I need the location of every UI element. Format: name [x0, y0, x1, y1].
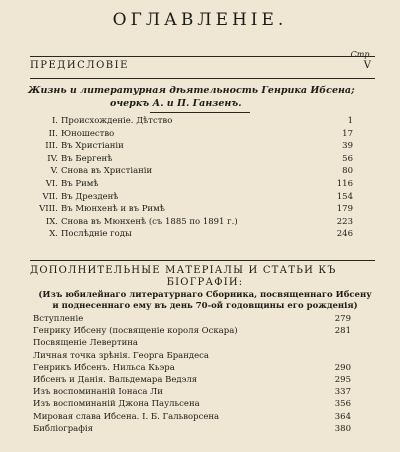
toc-item — [28, 140, 353, 152]
toc-item — [28, 153, 353, 165]
toc-item — [33, 374, 351, 386]
toc-item-number: III. — [45, 141, 58, 152]
toc-item-number: I. — [51, 116, 58, 126]
toc-item-page: 179 — [336, 204, 353, 215]
page-title: ОГЛАВЛЕНІЕ. — [112, 10, 288, 30]
toc-item-page: 356 — [334, 399, 351, 410]
rule-section1 — [150, 112, 250, 113]
toc-item-page: 290 — [334, 362, 351, 373]
rule-preface — [30, 78, 375, 79]
toc-item — [28, 203, 353, 215]
toc-item-page: 281 — [334, 326, 351, 337]
toc-item-page: 295 — [334, 375, 351, 385]
section2-subtitle-line1: (Изъ юбилейнаго литературнаго Сборника, посвященнаго Ибсену — [38, 290, 372, 300]
toc-item — [33, 337, 351, 349]
rule-top — [30, 56, 375, 57]
toc-item-title: Генрику Ибсену (посвященіе короля Оскара) — [33, 326, 238, 337]
toc-item-number: VII. — [42, 191, 58, 202]
toc-item-page: 56 — [342, 153, 353, 164]
toc-item-page: 116 — [336, 179, 353, 189]
toc-item-title: Изъ воспоминаній Джона Паульсена — [33, 399, 200, 410]
toc-item-page: 154 — [336, 191, 353, 202]
toc-item-number: V. — [50, 166, 58, 177]
preface-label: ПРЕДИСЛОВІЕ — [30, 60, 129, 71]
toc-item-title: Библіографія — [33, 423, 93, 434]
toc-item-number: IV. — [47, 153, 58, 164]
toc-item-title: Вступленіе — [33, 314, 84, 324]
toc-item — [33, 313, 351, 325]
toc-item-number: VIII. — [39, 204, 58, 215]
toc-item — [28, 191, 353, 203]
toc-item-number: IX. — [45, 216, 58, 227]
section2-subtitle — [30, 290, 380, 311]
toc-item-title: Личная точка зрѣнія. Георга Брандеса — [33, 350, 210, 361]
toc-item — [33, 423, 351, 435]
toc-item-number: VI. — [45, 179, 58, 189]
toc-item-number: II. — [48, 128, 58, 139]
toc-item-title: Въ Бергенѣ — [61, 153, 113, 164]
section2-title — [30, 265, 380, 289]
section1-title: Жизнь и литературная дѣятельность Генрика Ибсена; — [28, 85, 355, 96]
toc-item-page: 1 — [347, 116, 353, 126]
preface-page: V — [363, 60, 371, 71]
toc-item — [28, 115, 353, 127]
toc-item-title: Въ Христіаніи — [61, 141, 124, 152]
toc-item-page: 337 — [334, 387, 351, 398]
toc-item-title: Въ Дрезденѣ — [61, 191, 119, 202]
toc-item-title: Посвященіе Левертина — [33, 338, 138, 349]
section2-title-line1: ДОПОЛНИТЕЛЬНЫЕ МАТЕРІАЛЫ И СТАТЬИ КЪ — [30, 265, 337, 276]
section2-title-line2: БІОГРАФІИ: — [166, 277, 244, 288]
toc-item-title: Снова въ Мюнхенѣ (съ 1885 по 1891 г.) — [61, 216, 238, 227]
section1-subtitle: очеркъ А. и П. Ганзенъ. — [110, 98, 242, 109]
toc-item-title: Въ Мюнхенѣ и въ Римѣ — [61, 204, 165, 215]
toc-item-page: 223 — [336, 216, 353, 227]
toc-item-number: X. — [49, 229, 58, 240]
toc-item-title: Юношество — [61, 128, 115, 139]
toc-item — [33, 350, 351, 362]
toc-item — [33, 398, 351, 410]
toc-item-page: 364 — [334, 411, 351, 422]
toc-item-page: 17 — [342, 128, 353, 139]
toc-item — [33, 325, 351, 337]
toc-item-title: Въ Римѣ — [61, 179, 99, 189]
toc-item — [33, 362, 351, 374]
toc-item — [28, 228, 353, 240]
toc-item-title: Ибсенъ и Данія. Вальдемара Ведэля — [33, 375, 198, 385]
rule-section2 — [30, 260, 375, 261]
toc-item — [28, 216, 353, 228]
toc-item — [28, 128, 353, 140]
toc-item-title: Генрикъ Ибсенъ. Нильса Кьэра — [33, 362, 175, 373]
toc-item-page: 279 — [334, 314, 351, 324]
toc-item-title: Происхожденіе. Дѣтство — [61, 116, 173, 126]
toc-item-title: Снова въ Христіаніи — [61, 166, 153, 177]
toc-item-page: 380 — [334, 423, 351, 434]
page-column-label: Стр. — [350, 50, 372, 59]
toc-item-page: 246 — [336, 229, 353, 240]
toc-item-page: 80 — [342, 166, 353, 177]
toc-item-title: Мировая слава Ибсена. І. Б. Гальворсена — [33, 411, 220, 422]
section2-subtitle-line2: и поднесеннаго ему въ день 70-ой годовщины его рожденія) — [52, 300, 358, 311]
toc-item — [28, 165, 353, 177]
toc-item — [33, 411, 351, 423]
toc-item-page: 39 — [342, 141, 353, 152]
toc-item-title: Послѣдніе годы — [61, 229, 132, 240]
toc-item — [28, 178, 353, 190]
toc-item-title: Изъ воспоминаній Іонаса Ли — [33, 387, 163, 398]
toc-item — [33, 386, 351, 398]
preface-entry — [30, 60, 375, 74]
